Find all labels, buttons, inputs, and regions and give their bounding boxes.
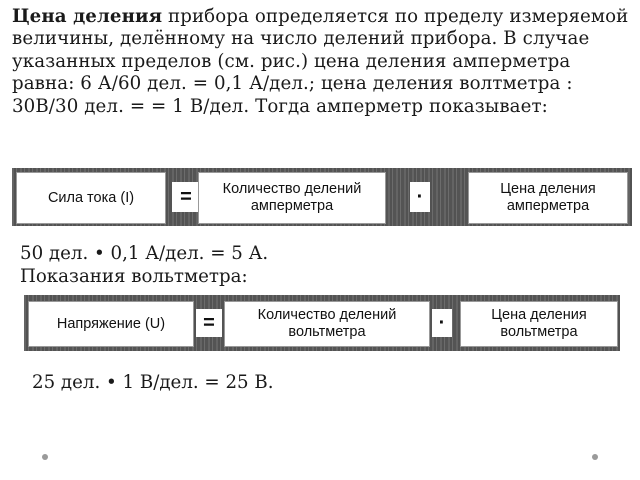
voltmeter-heading: Показания вольтметра:	[20, 266, 248, 287]
equals-sign: =	[172, 182, 200, 212]
voltmeter-result: 25 дел. • 1 В/дел. = 25 В.	[32, 372, 274, 393]
term-label: Цена деления	[12, 6, 163, 27]
voltage-label-cell: Напряжение (U)	[28, 301, 194, 347]
voltmeter-divisions-cell: Количество делений вольтметра	[224, 301, 430, 347]
multiply-sign: ·	[432, 309, 452, 337]
intro-paragraph	[12, 6, 632, 118]
current-formula-image	[12, 168, 632, 226]
ammeter-result: 50 дел. • 0,1 А/дел. = 5 А.	[20, 243, 269, 264]
equals-sign: =	[196, 309, 222, 337]
ammeter-division-value-cell: Цена деления амперметра	[468, 172, 628, 224]
current-label-cell: Сила тока (I)	[16, 172, 166, 224]
ammeter-divisions-cell: Количество делений амперметра	[198, 172, 386, 224]
voltmeter-division-value-cell: Цена деления вольтметра	[460, 301, 618, 347]
intro-text: прибора определяется по пределу измеряемой величины, делённому на число делений прибора. В случае указанных пределов (см. рис.) цена деления амперметра равна: 6 А/60 дел. = 0,1 А/дел.; цена деления волтметра : 30В/30 дел. = = 1 В/дел. Тогда амперметр показывает:	[12, 6, 629, 117]
slide-nav-dot-left	[42, 454, 48, 460]
voltage-formula-image	[24, 295, 620, 351]
slide-nav-dot-right	[592, 454, 598, 460]
multiply-sign: ·	[410, 182, 430, 212]
